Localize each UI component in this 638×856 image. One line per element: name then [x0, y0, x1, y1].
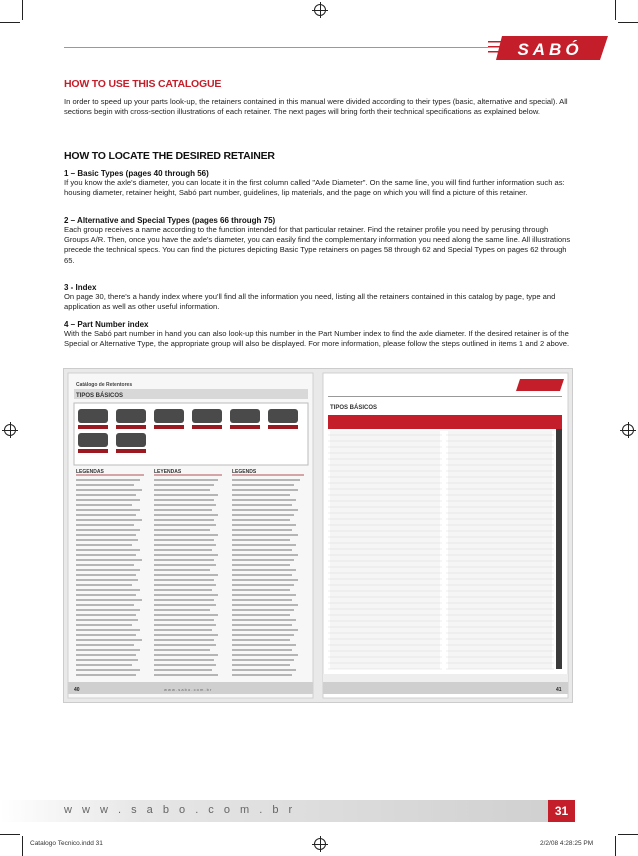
- crop-mark: [618, 22, 638, 23]
- crop-mark: [618, 834, 638, 835]
- item-body: With the Sabó part number in hand you can also look-up this number in the Part Number index to find the axle diameter. If the desired retainer is of the Special or Alternative Type, the appropriate group will also be displayed. For more information, please follow the steps outlined in items 1 and 2 above.: [64, 329, 570, 349]
- slug-timestamp: 2/2/08 4:28:25 PM: [540, 840, 594, 847]
- registration-mark-right: [622, 424, 634, 436]
- page-number: 31: [548, 800, 575, 822]
- item-part-number-index: [64, 320, 574, 349]
- registration-mark-left: [4, 424, 16, 436]
- item-basic-types: [64, 169, 574, 198]
- item-heading: 2 – Alternative and Special Types (pages 66 through 75): [64, 216, 276, 225]
- section-title: HOW TO USE THIS CATALOGUE: [64, 78, 222, 90]
- item-heading: 1 – Basic Types (pages 40 through 56): [64, 169, 209, 178]
- spread-left-footer-url: w w w . s a b o . c o m . b r: [164, 687, 212, 692]
- footer-url: w w w . s a b o . c o m . b r: [64, 804, 296, 816]
- header-rule: [64, 47, 488, 48]
- catalog-spread-image: [63, 368, 573, 703]
- crop-mark: [0, 22, 20, 23]
- logo-text: SABÓ: [517, 40, 583, 59]
- slug-file-name: Catalogo Tecnico.indd 31: [30, 840, 103, 847]
- spread-right-page-number: 41: [556, 687, 562, 693]
- crop-mark: [615, 836, 616, 856]
- spread-catalog-title: Catálogo de Retentores: [76, 382, 133, 388]
- catalog-spread-illustration: [64, 369, 572, 702]
- item-index: [64, 283, 574, 312]
- registration-mark-top: [314, 4, 326, 16]
- crop-mark: [0, 834, 20, 835]
- spread-legend-heading-1: LEGENDAS: [76, 469, 104, 475]
- crop-mark: [22, 0, 23, 20]
- spread-legend-heading-3: LEGENDS: [232, 469, 257, 475]
- spread-section-title-left: TIPOS BÁSICOS: [76, 393, 124, 399]
- item-body: Each group receives a name according to the function intended for that particular retainer. Find the retainer profile you need by perusing through Groups A/R. Then, once you have the axle's diameter, you can easily find the complementary information you need along the same line. All illustrations precede the technical specs. You can find the pictures depicting Basic Type retainers on pages 58 through 62 and Special Types on pages 62 through 65.: [64, 225, 571, 265]
- intro-paragraph: In order to speed up your parts look-up, the retainers contained in this manual were divided according to their types (basic, alternative and special). All sections begin with cross-section illustrations of each retainer. The next pages will bring forth their technical specifications as explained below.: [64, 97, 568, 117]
- registration-mark-bottom: [314, 838, 326, 850]
- crop-mark: [22, 836, 23, 856]
- item-heading: 3 - Index: [64, 283, 97, 292]
- item-body: On page 30, there's a handy index where you'll find all the information you need, listing all the retainers contained in this catalog by page, type and application as well as other useful information.: [64, 292, 556, 312]
- item-alternative-special: [64, 216, 574, 266]
- spread-left-page-number: 40: [74, 687, 80, 693]
- section-title-locate: HOW TO LOCATE THE DESIRED RETAINER: [64, 150, 275, 162]
- item-heading: 4 – Part Number index: [64, 320, 149, 329]
- spread-legend-heading-2: LEYENDAS: [154, 469, 182, 475]
- crop-mark: [615, 0, 616, 20]
- spread-section-title-right: TIPOS BÁSICOS: [330, 405, 378, 411]
- section-how-to-use: [64, 78, 574, 90]
- sabo-logo: [488, 33, 608, 63]
- item-body: If you know the axle's diameter, you can locate it in the first column called "Axle Diameter". On the same line, you will find further information such as: housing diameter, retainer height, Sabó part number, guidelines, lip materials, and the page on which you will find a picture of this retainer.: [64, 178, 565, 198]
